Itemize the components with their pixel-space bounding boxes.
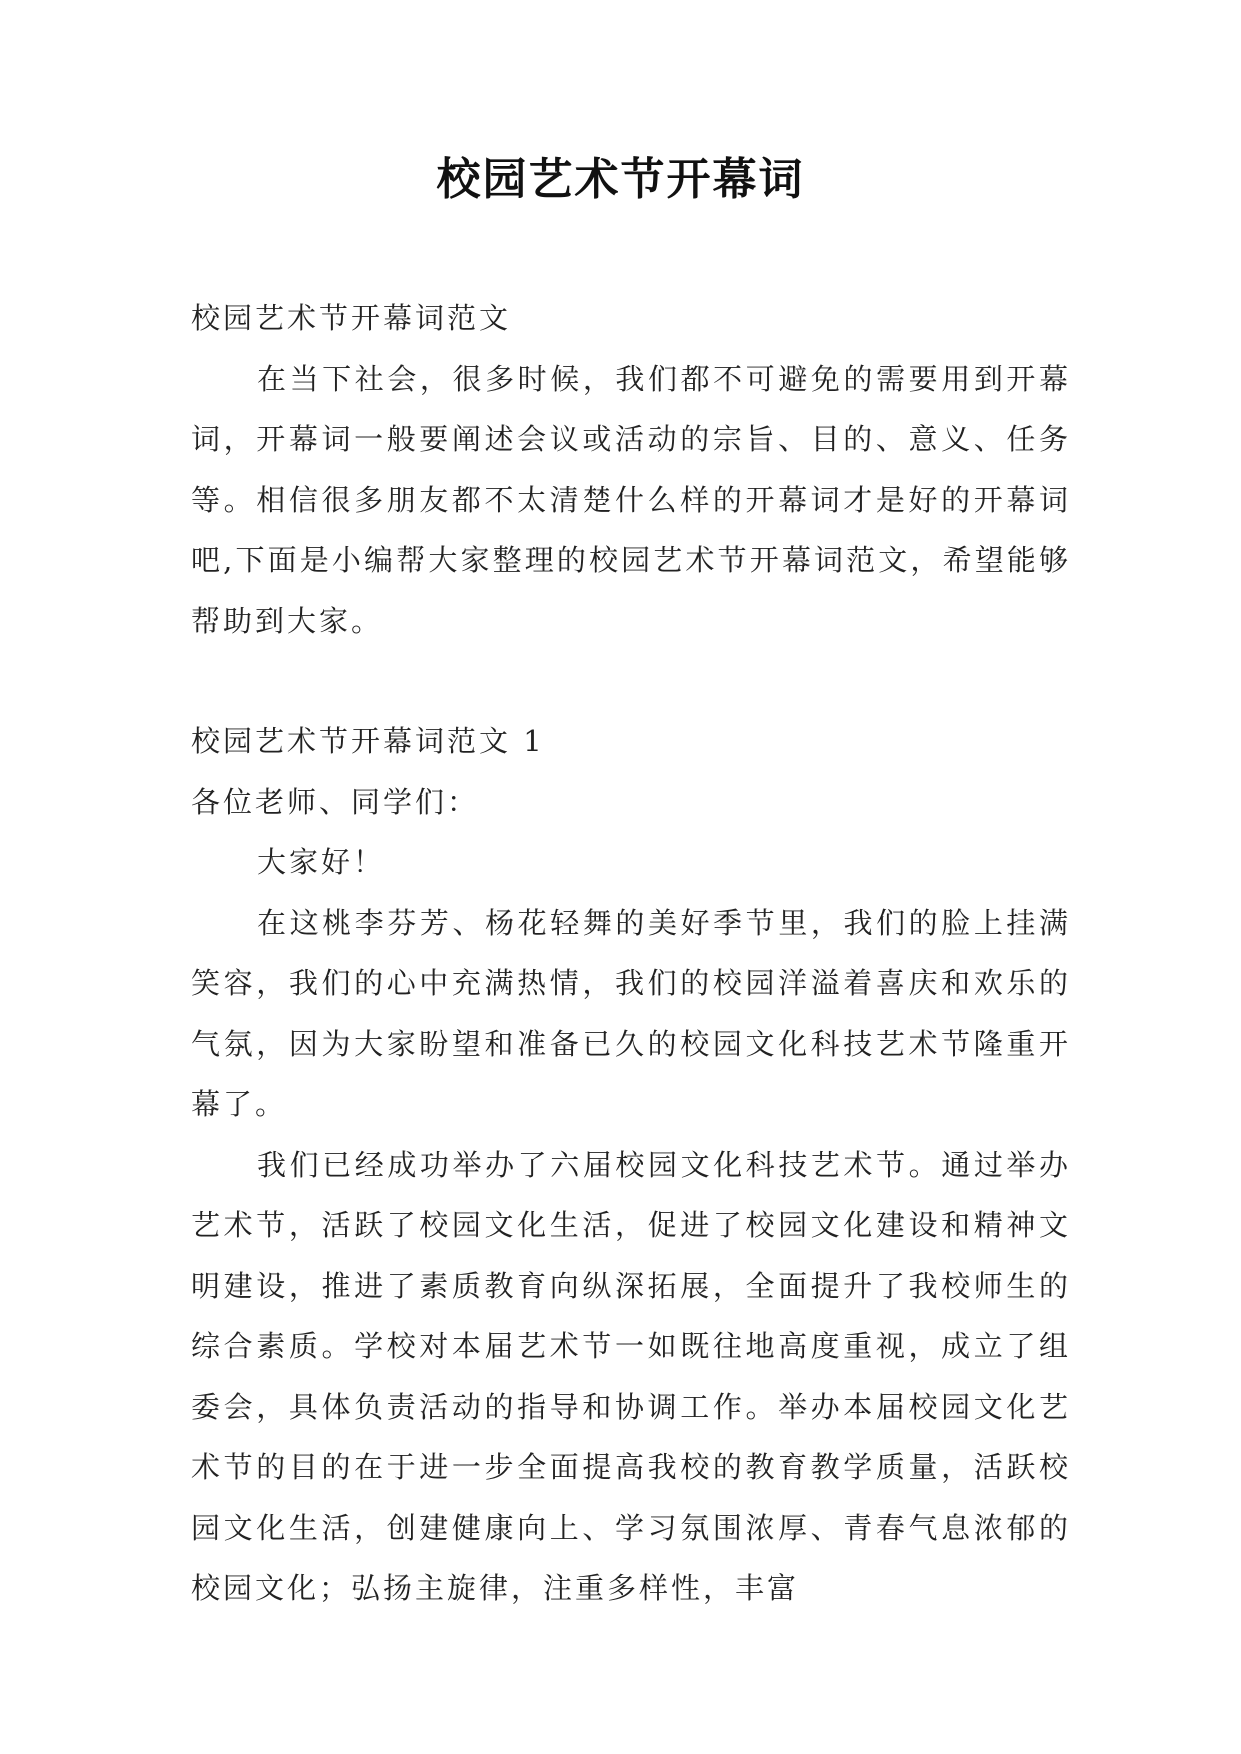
document-subtitle: 校园艺术节开幕词范文 <box>191 301 512 335</box>
salutation: 各位老师、同学们： <box>191 784 480 819</box>
section-heading: 校园艺术节开幕词范文 1 <box>191 724 545 758</box>
document-body <box>191 288 1071 1619</box>
document-title: 校园艺术节开幕词 <box>436 154 805 205</box>
greeting: 大家好！ <box>257 845 386 879</box>
section-spacer <box>191 651 1071 711</box>
body-paragraph-2: 我们已经成功举办了六届校园文化科技艺术节。通过举办艺术节，活跃了校园文化生活，促进了校园文化建设和精神文明建设，推进了素质教育向纵深拓展，全面提升了我校师生的综合素质。学校对本届艺术节一如既往地高度重视，成立了组委会，具体负责活动的指导和协调工作。举办本届校园文化艺术节的目的在于进一步全面提高我校的教育教学质量，活跃校园文化生活，创建健康向上、学习氛围浓厚、青春气息浓郁的校园文化；弘扬主旋律，注重多样性，丰富 <box>191 1147 1071 1605</box>
intro-paragraph: 在当下社会，很多时候，我们都不可避免的需要用到开幕词，开幕词一般要阐述会议或活动的宗旨、目的、意义、任务等。相信很多朋友都不太清楚什么样的开幕词才是好的开幕词吧,下面是小编帮大家整理的校园艺术节开幕词范文，希望能够帮助到大家。 <box>191 361 1071 638</box>
body-paragraph-1: 在这桃李芬芳、杨花轻舞的美好季节里，我们的脸上挂满笑容，我们的心中充满热情，我们的校园洋溢着喜庆和欢乐的气氛，因为大家盼望和准备已久的校园文化科技艺术节隆重开幕了。 <box>191 905 1071 1121</box>
